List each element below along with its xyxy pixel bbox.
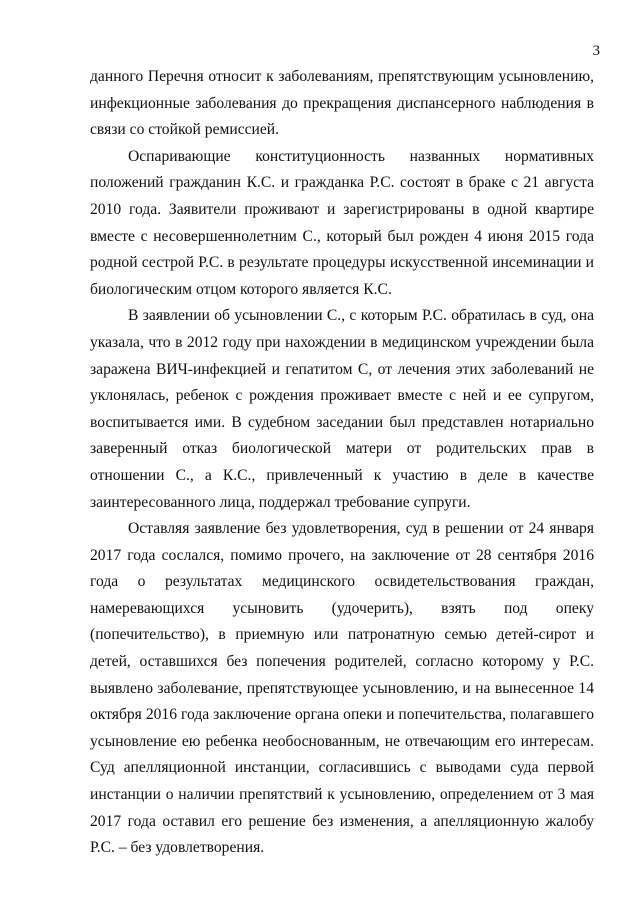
paragraph-adoption-application: В заявлении об усыновлении С., с которым Р.С. обратилась в суд, она указала, что в 2012 году при нахождении в медицинском учреждении была заражена ВИЧ-инфекцией и гепатитом С, от лечения этих заболеваний не уклонялась, ребенок с рождения проживает вместе с ней и ее супругом, воспитывается ими. В судебном заседании был представлен нотариально заверенный отказ биологической матери от родительских прав в отношении С., а К.С., привлеченный к участию в деле в качестве заинтересованного лица, поддержал требование супруги.	[90, 307, 594, 511]
paragraph-applicants: Оспаривающие конституционность названных нормативных положений гражданин К.С. и гражданка Р.С. состоят в браке с 21 августа 2010 года. Заявители проживают и зарегистрированы в одной квартире вместе с несовершеннолетним С., который был рожден 4 июня 2015 года родной сестрой Р.С. в результате процедуры искусственной инсеминации и биологическим отцом которого является К.С.	[90, 147, 594, 298]
paragraph-court-decision: Оставляя заявление без удовлетворения, суд в решении от 24 января 2017 года сослался, помимо прочего, на заключение от 28 сентября 2016 года о результатах медицинского освидетельствования граждан, намеревающихся усыновить (удочерить), взять под опеку (попечительство), в приемную или патронатную семью детей-сирот и детей, оставшихся без попечения родителей, согласно которому у Р.С. выявлено заболевание, препятствующее усыновлению, и на вынесенное 14 октября 2016 года заключение органа опеки и попечительства, полагавшего усыновление ею ребенка необоснованным, не отвечающим его интересам. Суд апелляционной инстанции, согласившись с выводами суда первой инстанции о наличии препятствий к усыновлению, определением от 3 мая 2017 года оставил его решение без изменения, а апелляционную жалобу Р.С. – без удовлетворения.	[90, 520, 594, 857]
document-body	[90, 64, 594, 862]
paragraph-continuation: данного Перечня относит к заболеваниям, препятствующим усыновлению, инфекционные заболевания до прекращения диспансерного наблюдения в связи со стойкой ремиссией.	[90, 68, 594, 139]
page-number: 3	[592, 43, 600, 59]
